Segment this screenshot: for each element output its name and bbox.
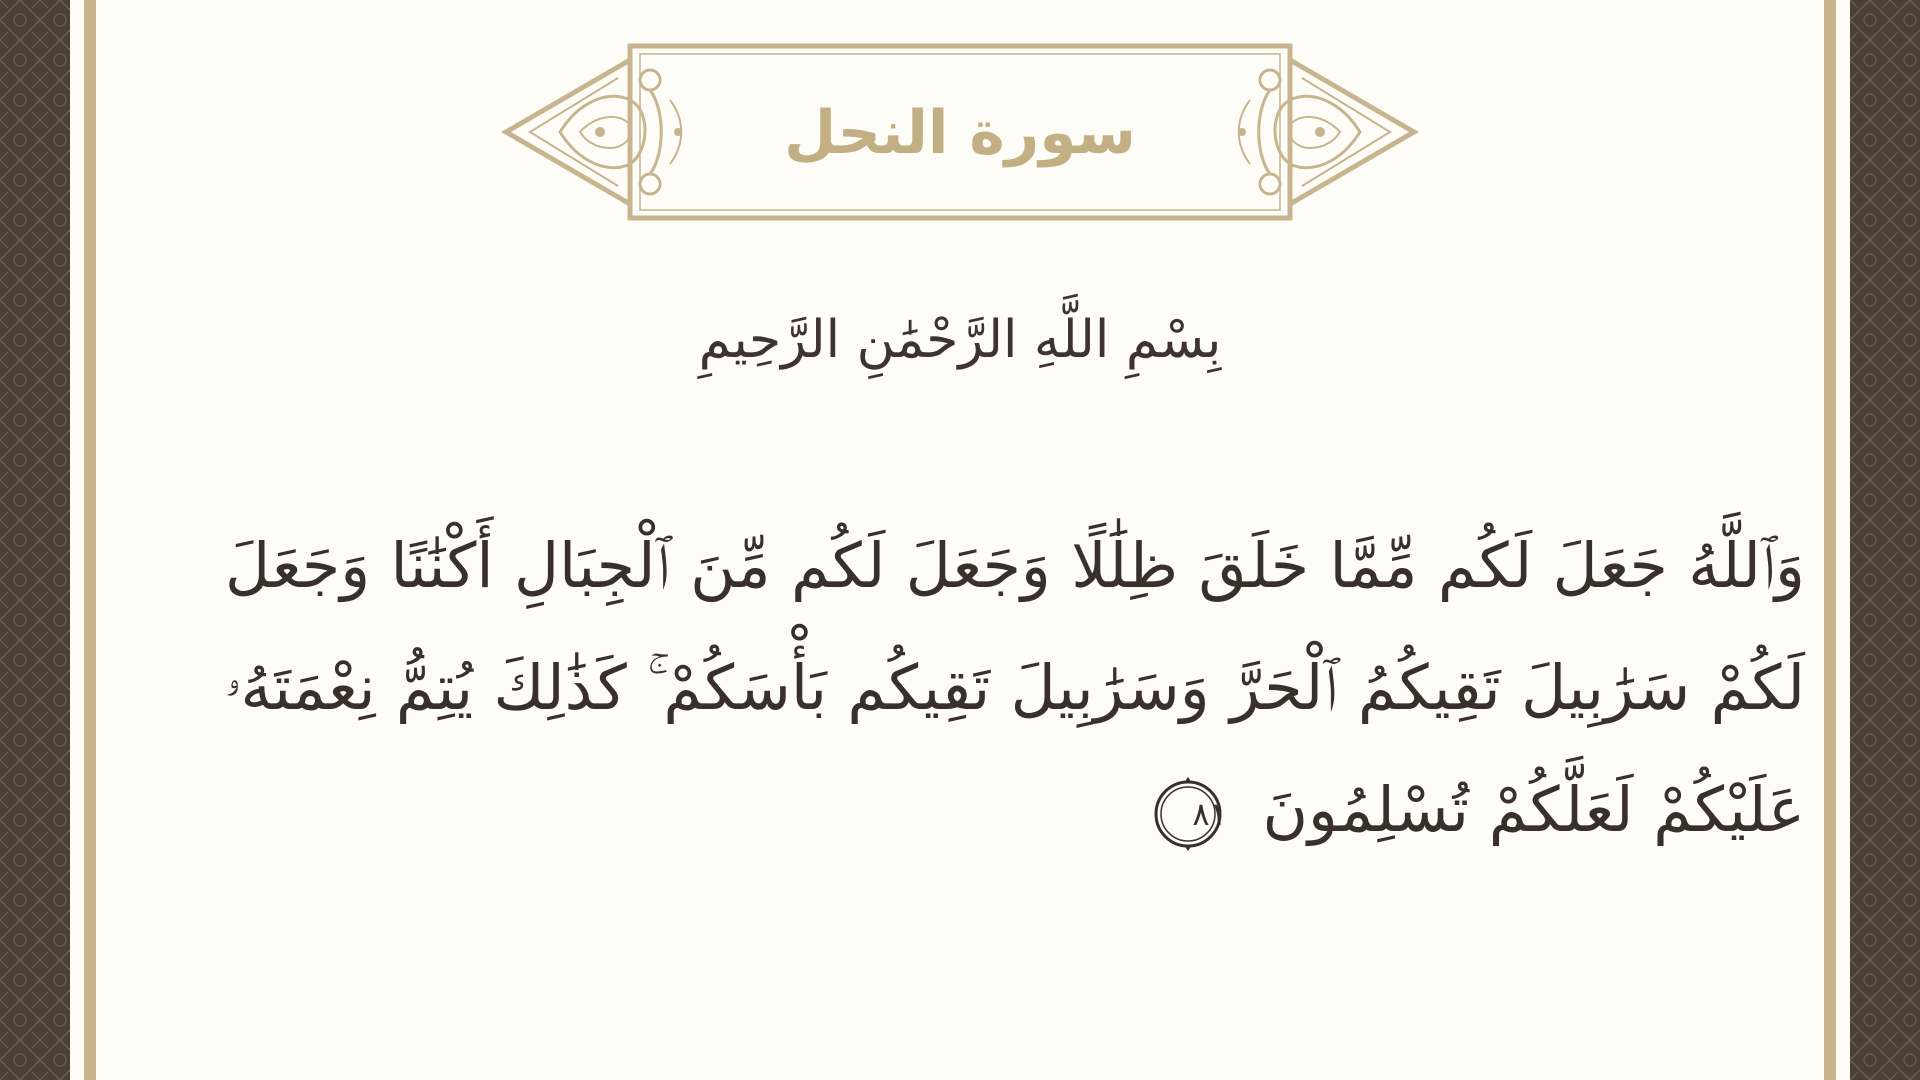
basmala: بِسْمِ اللَّهِ الرَّحْمَٰنِ الرَّحِيمِ [698, 310, 1222, 370]
right-decorative-border [1850, 0, 1920, 1080]
ayah-number: ٨١ [1192, 794, 1227, 833]
verse-text: وَٱللَّهُ جَعَلَ لَكُم مِّمَّا خَلَقَ ظِلَٰلًا وَجَعَلَ لَكُم مِّنَ ٱلْجِبَالِ أَكْنَٰنًا وَجَعَلَ لَكُمْ سَرَٰبِيلَ تَقِيكُمُ ٱلْحَرَّ وَسَرَٰبِيلَ تَقِيكُم بَأْسَكُمْ ۚ كَذَٰلِكَ يُتِمُّ نِعْمَتَهُۥ عَلَيْكُمْ لَعَلَّكُمْ تُسْلِمُونَ [225, 529, 1805, 846]
right-gold-rule [1824, 0, 1836, 1080]
left-gold-rule [84, 0, 96, 1080]
ayah-marker [1149, 775, 1227, 853]
verse-text-block [225, 505, 1805, 871]
left-decorative-border [0, 0, 70, 1080]
surah-title: سورة النحل [784, 98, 1136, 168]
surah-header-frame [500, 40, 1420, 230]
